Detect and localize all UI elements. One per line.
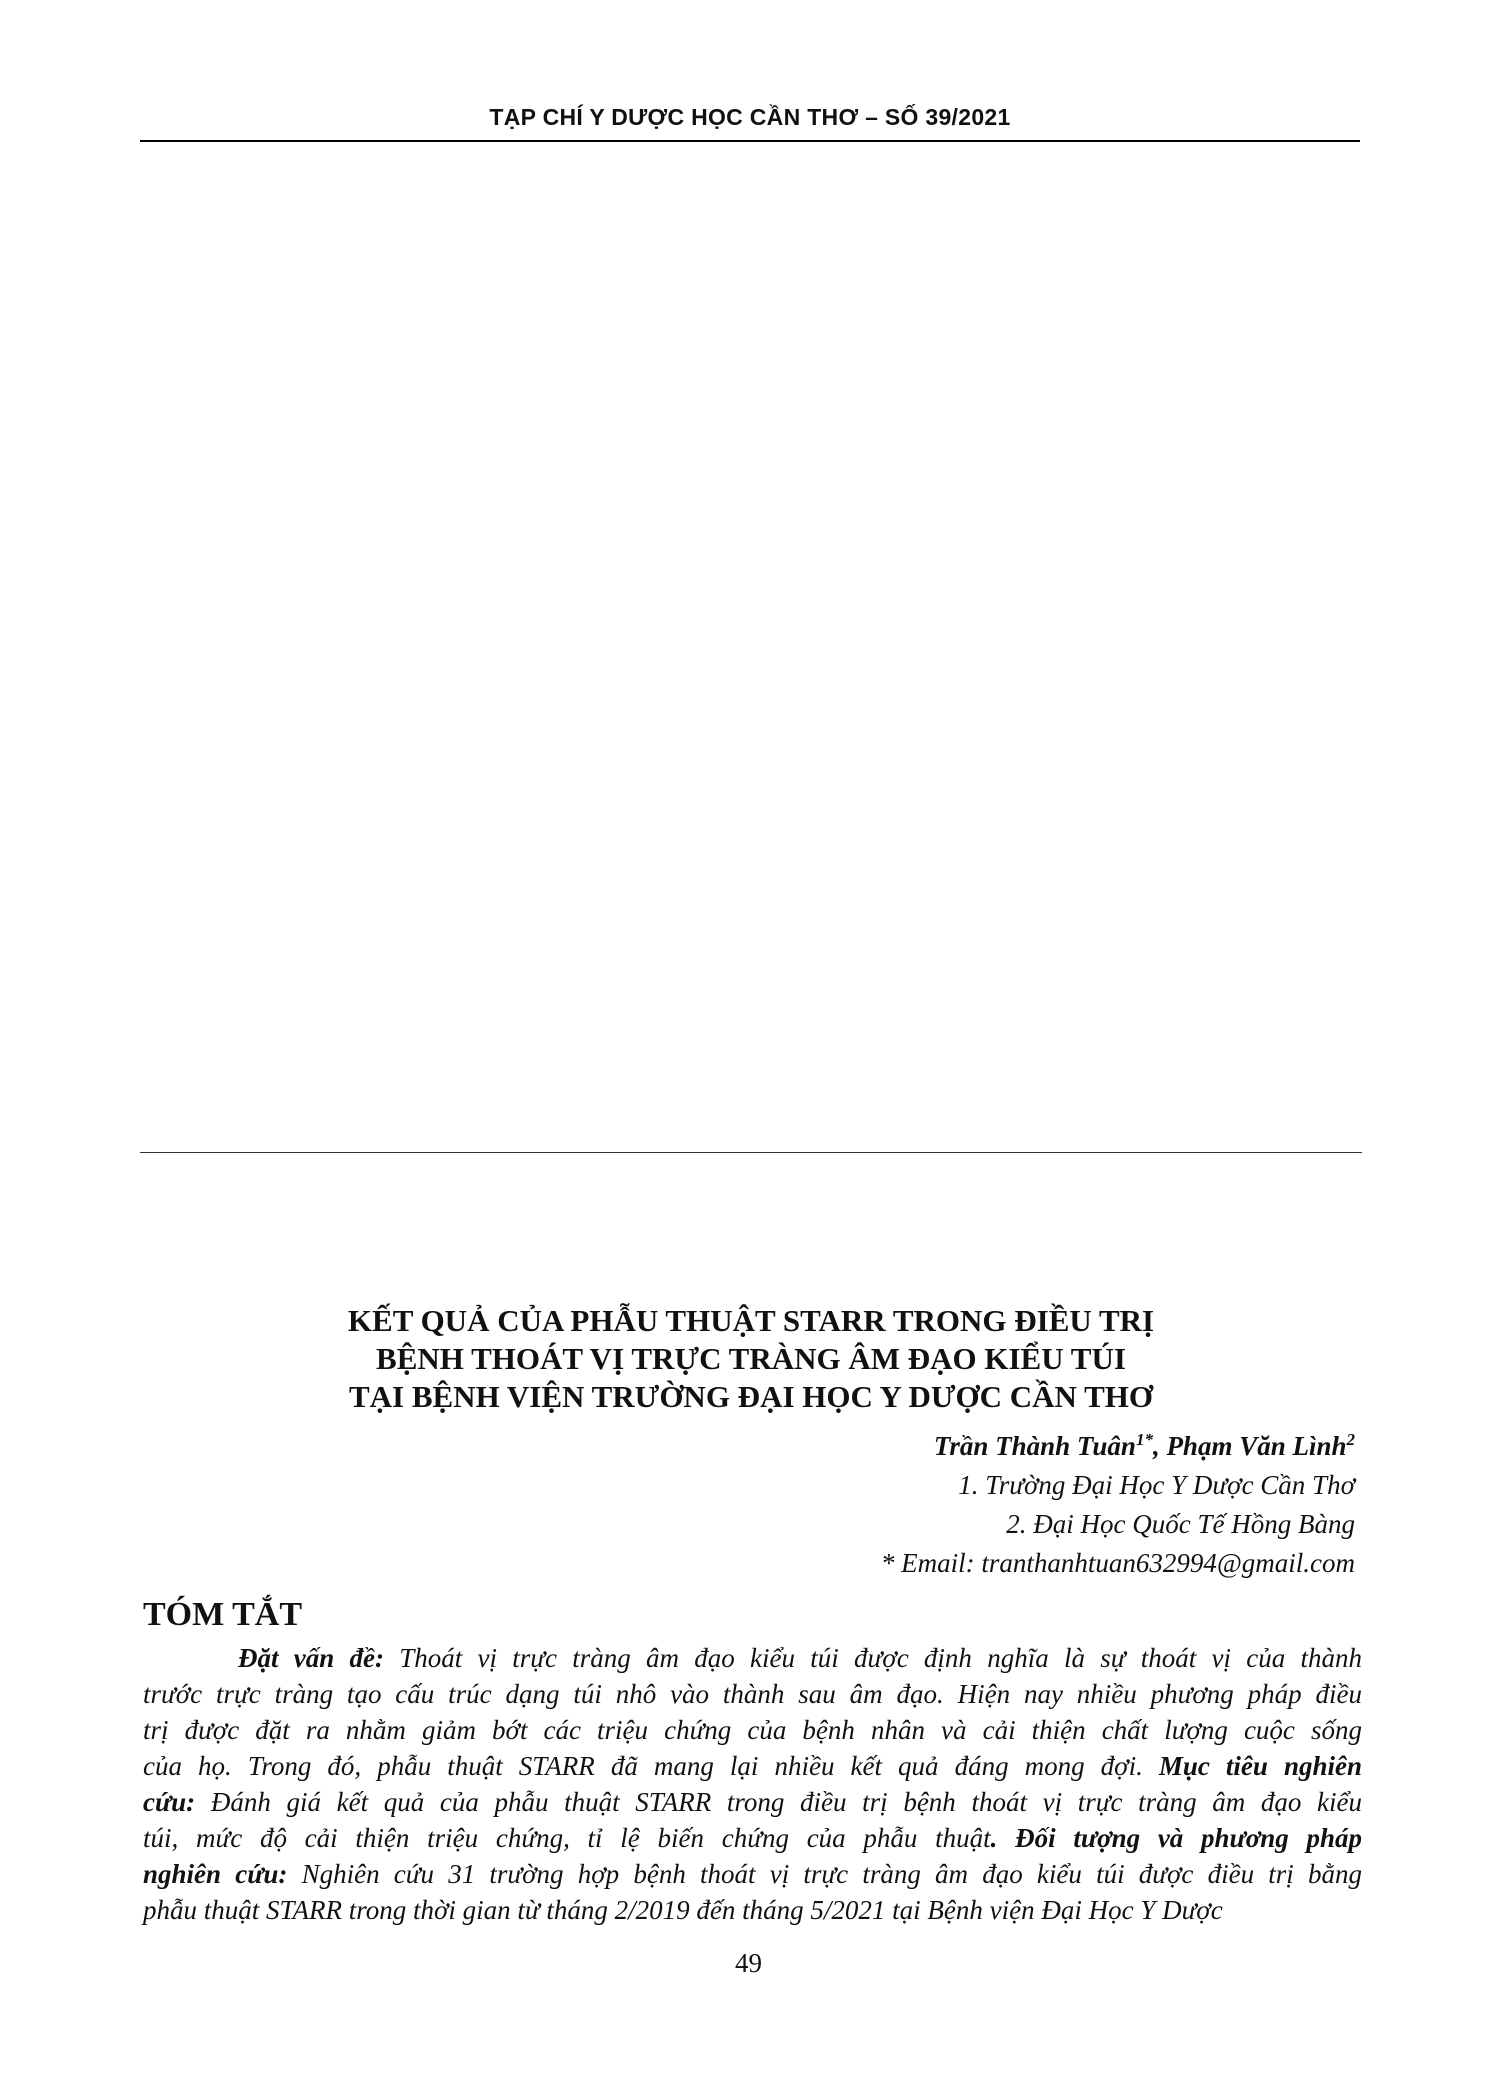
abstract-label-objective-cont: cứu:: [143, 1787, 196, 1817]
author-block: [881, 1420, 1355, 1583]
abstract-line: [143, 1784, 1362, 1820]
author-names: [881, 1420, 1355, 1466]
abstract-line: [143, 1820, 1362, 1856]
abstract-line: trước trực tràng tạo cấu trúc dạng túi nhô vào thành sau âm đạo. Hiện nay nhiều phương pháp điều: [143, 1679, 1362, 1709]
abstract-label-methods-cont: nghiên cứu:: [143, 1859, 288, 1889]
author-1: Trần Thành Tuân: [933, 1431, 1136, 1461]
section-divider: [140, 1152, 1362, 1153]
abstract-text: túi, mức độ cải thiện triệu chứng, tỉ lệ biến chứng của phẫu thuật: [143, 1823, 991, 1853]
abstract-label-objective: Mục tiêu nghiên: [1158, 1751, 1363, 1781]
article-title: [140, 1302, 1362, 1416]
abstract-label-methods: . Đối tượng và phương pháp: [990, 1823, 1362, 1853]
abstract-text: của họ. Trong đó, phẫu thuật STARR đã mang lại nhiều kết quả đáng mong đợi.: [143, 1751, 1159, 1781]
abstract-text: Nghiên cứu 31 trường hợp bệnh thoát vị trực tràng âm đạo kiểu túi được điều trị bằng: [287, 1859, 1363, 1889]
abstract-line: [143, 1640, 1362, 1676]
page-number: 49: [735, 1948, 762, 1978]
title-line-3: TẠI BỆNH VIỆN TRƯỜNG ĐẠI HỌC Y DƯỢC CẦN THƠ: [348, 1379, 1154, 1414]
author-separator: ,: [1152, 1431, 1167, 1461]
abstract-line: trị được đặt ra nhằm giảm bớt các triệu chứng của bệnh nhân và cải thiện chất lượng cuộc sống: [143, 1715, 1362, 1745]
title-line-1: KẾT QUẢ CỦA PHẪU THUẬT STARR TRONG ĐIỀU TRỊ: [347, 1303, 1155, 1338]
abstract-text: Đánh giá kết quả của phẫu thuật STARR trong điều trị bệnh thoát vị trực tràng âm đạo kiểu: [195, 1787, 1362, 1817]
corresponding-email: * Email: tranthanhtuan632994@gmail.com: [880, 1548, 1355, 1578]
abstract-line: [143, 1748, 1362, 1784]
journal-header: TẠP CHÍ Y DƯỢC HỌC CẦN THƠ – SỐ 39/2021: [489, 104, 1011, 130]
author-2-mark: 2: [1346, 1430, 1355, 1449]
abstract-text: Thoát vị trực tràng âm đạo kiểu túi được định nghĩa là sự thoát vị của thành: [384, 1643, 1362, 1673]
abstract-body: [143, 1640, 1362, 1928]
abstract-line: phẫu thuật STARR trong thời gian từ tháng 2/2019 đến tháng 5/2021 tại Bệnh viện Đại Học Y Dược: [143, 1895, 1223, 1925]
header-rule: [140, 140, 1360, 142]
author-1-mark: 1*: [1135, 1430, 1153, 1449]
affiliation-1: 1. Trường Đại Học Y Dược Cần Thơ: [958, 1470, 1355, 1500]
affiliation-2: 2. Đại Học Quốc Tế Hồng Bàng: [1006, 1509, 1355, 1539]
abstract-heading: TÓM TẮT: [143, 1596, 303, 1633]
author-2: Phạm Văn Lình: [1166, 1431, 1347, 1461]
abstract-line: [143, 1856, 1362, 1892]
title-line-2: BỆNH THOÁT VỊ TRỰC TRÀNG ÂM ĐẠO KIỂU TÚI: [376, 1341, 1126, 1376]
abstract-label-background: Đặt vấn đề:: [238, 1643, 384, 1673]
